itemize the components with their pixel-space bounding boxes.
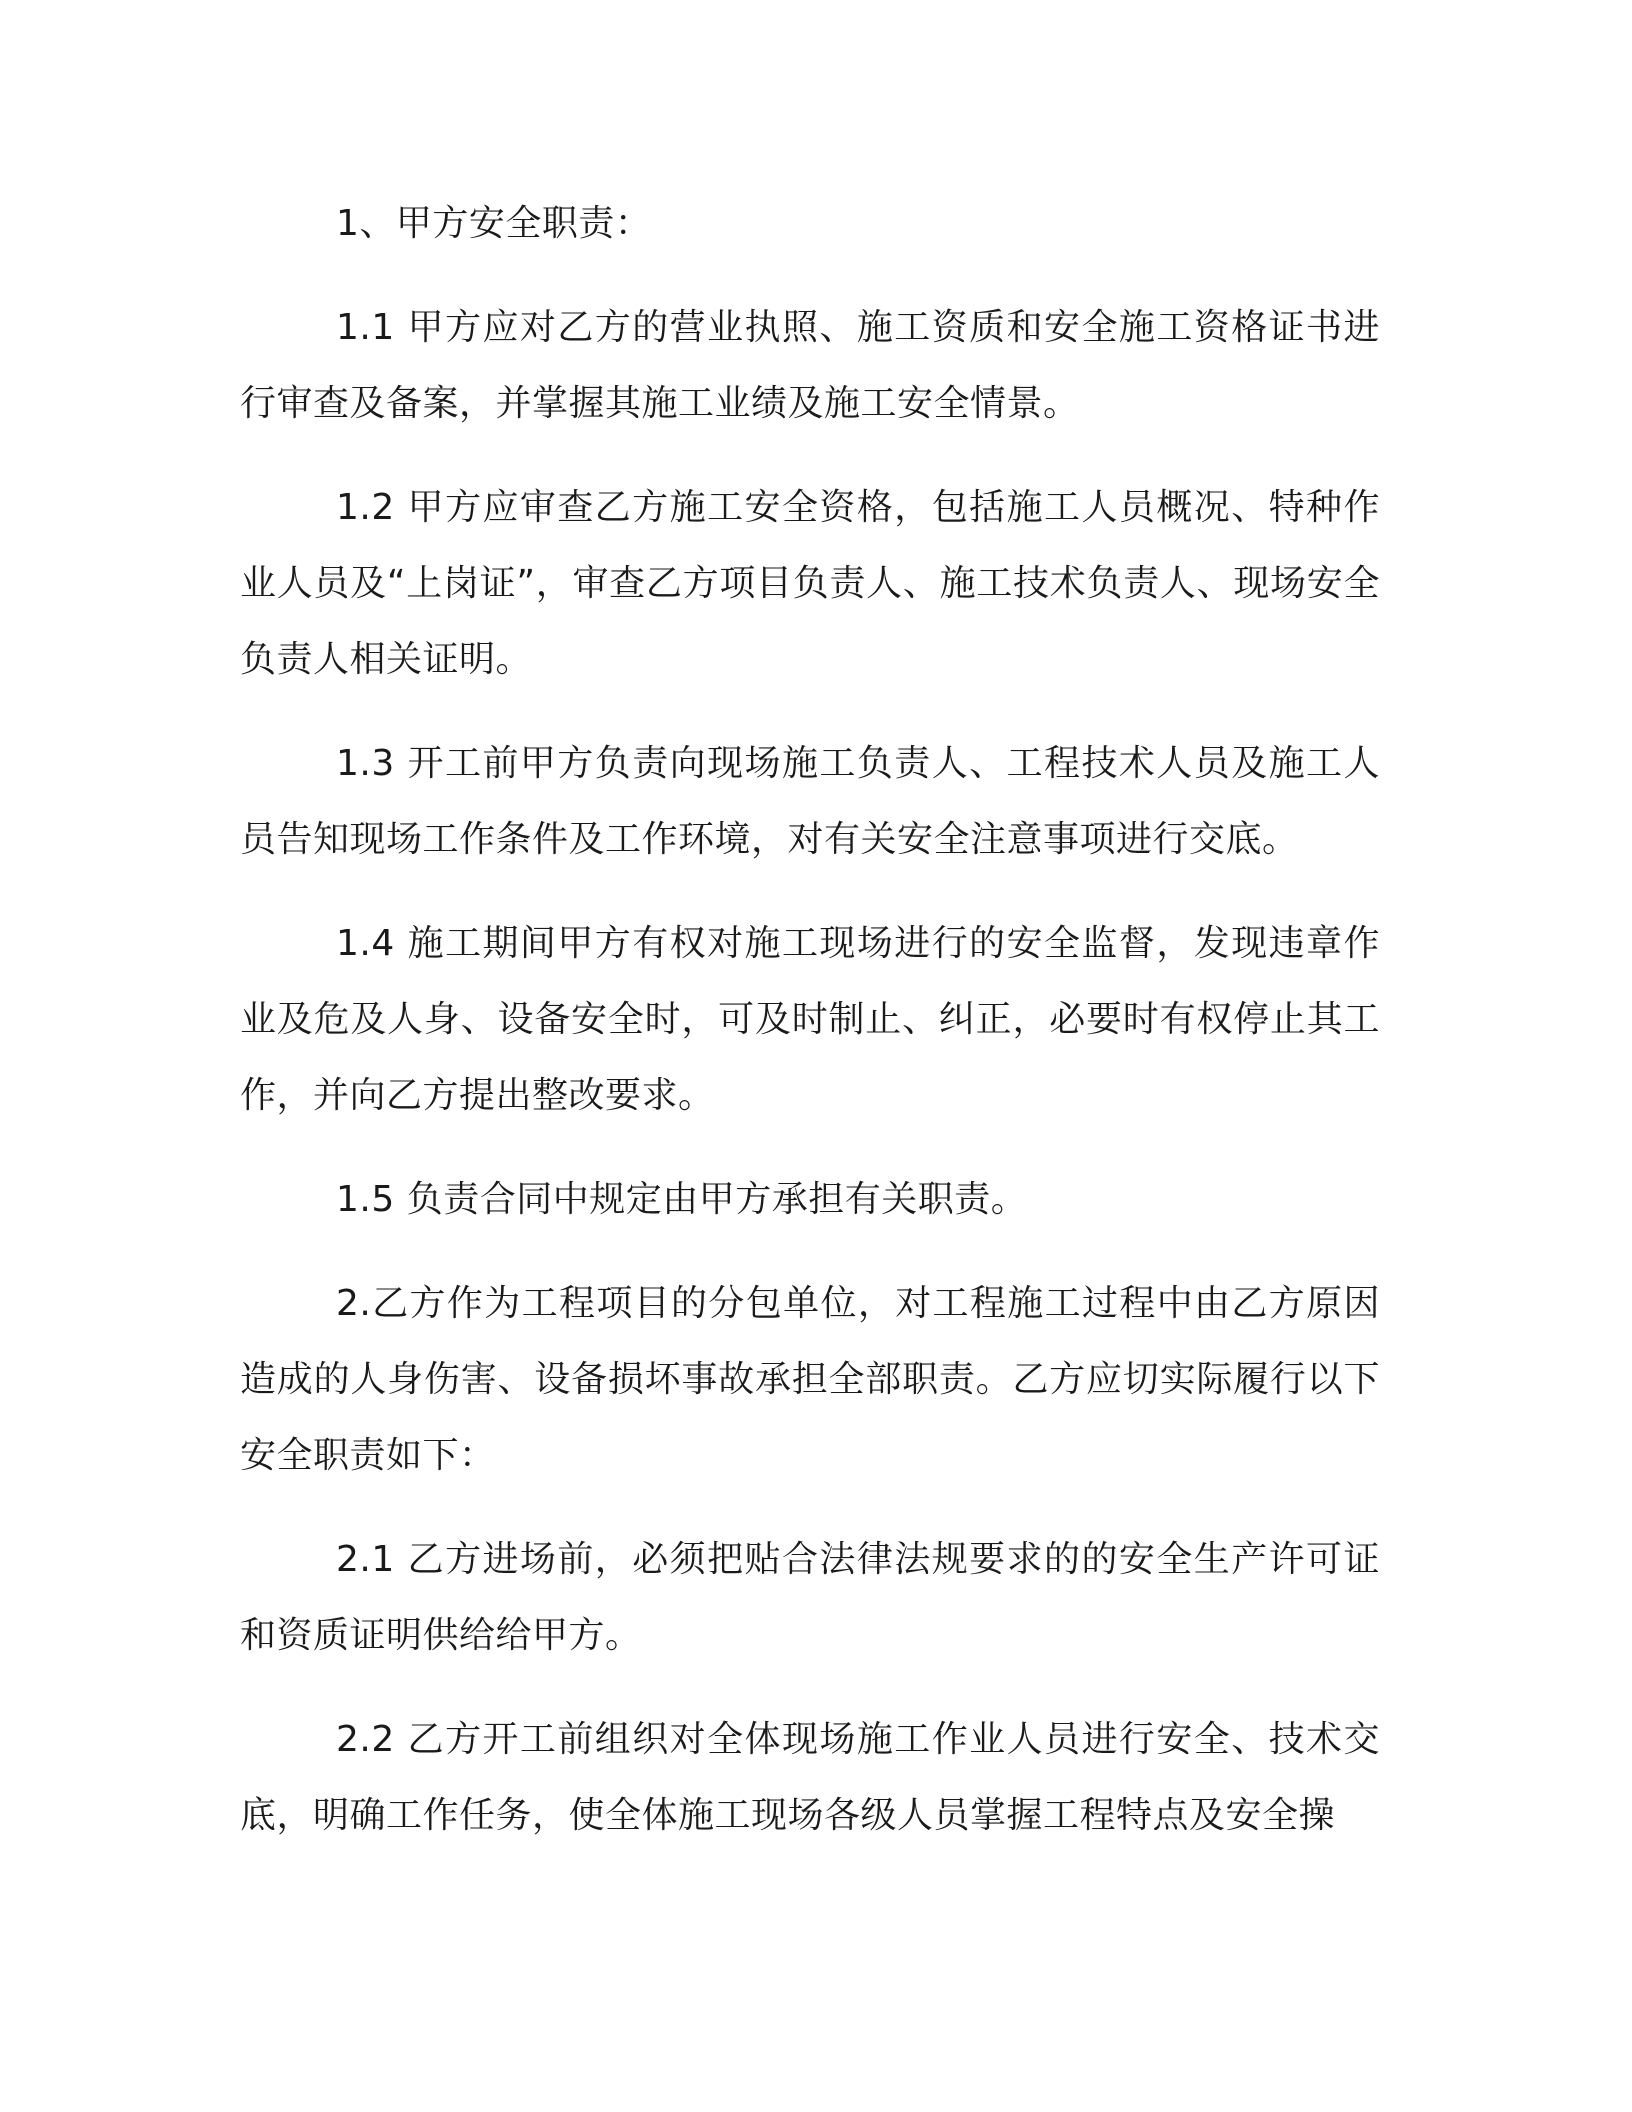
section-1-heading: 1、甲方安全职责： xyxy=(336,203,652,244)
section-2-intro: 2.乙方作为工程项目的分包单位，对工程施工过程中由乙方原因造成的人身伤害、设备损坏事故承担全部职责。乙方应切实际履行以下安全职责如下： xyxy=(240,1283,1380,1476)
document-body xyxy=(240,186,1380,1882)
paragraph-1-1: 1.1 甲方应对乙方的营业执照、施工资质和安全施工资格证书进行审查及备案，并掌握其施工业绩及施工安全情景。 xyxy=(240,307,1380,424)
paragraph-1-4: 1.4 施工期间甲方有权对施工现场进行的安全监督，发现违章作业及危及人身、设备安全时，可及时制止、纠正，必要时有权停止其工作，并向乙方提出整改要求。 xyxy=(240,923,1380,1116)
paragraph-1-5: 1.5 负责合同中规定由甲方承担有关职责。 xyxy=(336,1179,1028,1220)
paragraph-2-1: 2.1 乙方进场前，必须把贴合法律法规要求的的安全生产许可证和资质证明供给给甲方。 xyxy=(240,1539,1380,1656)
paragraph-1-3: 1.3 开工前甲方负责向现场施工负责人、工程技术人员及施工人员告知现场工作条件及工作环境，对有关安全注意事项进行交底。 xyxy=(240,743,1380,860)
paragraph-1-2: 1.2 甲方应审查乙方施工安全资格，包括施工人员概况、特种作业人员及“上岗证”，审查乙方项目负责人、施工技术负责人、现场安全负责人相关证明。 xyxy=(240,487,1380,680)
paragraph-2-2: 2.2 乙方开工前组织对全体现场施工作业人员进行安全、技术交底，明确工作任务，使全体施工现场各级人员掌握工程特点及安全操 xyxy=(240,1719,1380,1836)
